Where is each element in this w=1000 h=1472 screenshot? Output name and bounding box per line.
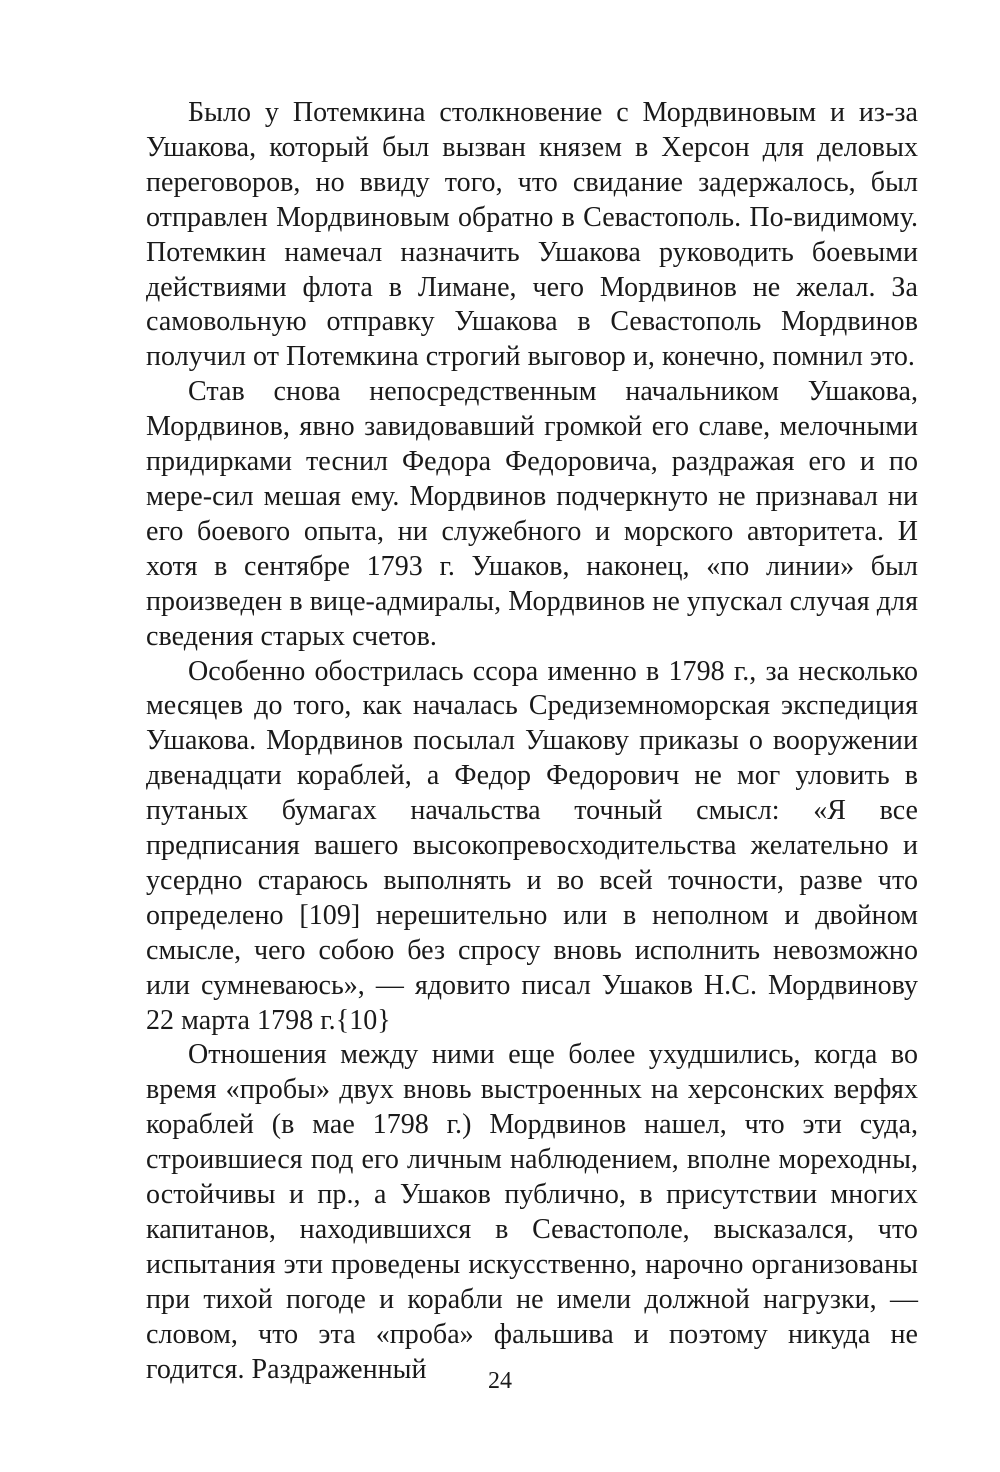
page-body [146,96,918,1388]
paragraph-4: Отношения между ними еще более ухудшились, когда во время «пробы» двух вновь выстроенных на херсонских верфях кораблей (в мае 1798 г.) Мордвинов нашел, что эти суда, строившиеся под его личным наблюдением, вполне мореходны, остойчивы и пр., а Ушаков публично, в присутствии многих капитанов, находившихся в Севастополе, высказался, что испытания эти проведены искусственно, нарочно организованы при тихой погоде и корабли не имели должной нагрузки, — словом, что эта «проба» фальшива и поэтому никуда не годится. Раздраженный [146,1039,918,1385]
paragraph-2: Став снова непосредственным начальником Ушакова, Мордвинов, явно завидовавший громкой его славе, мелочными придирками теснил Федора Федоровича, раздражая его и по мере-сил мешая ему. Мордвинов подчеркнуто не признавал ни его боевого опыта, ни служебного и морского авторитета. И хотя в сентябре 1793 г. Ушаков, наконец, «по линии» был произведен в вице-адмиралы, Мордвинов не упускал случая для сведения старых счетов. [146,376,918,652]
paragraph-3: Особенно обострилась ссора именно в 1798 г., за несколько месяцев до того, как началась Средиземноморская экспедиция Ушакова. Мордвинов посылал Ушакову приказы о вооружении двенадцати кораблей, а Федор Федорович не мог уловить в путаных бумагах начальства точный смысл: «Я все предписания вашего высокопревосходительства желательно и усердно стараюсь выполнять и во всей точности, разве что определено [109] нерешительно или в неполном и двойном смысле, чего собою без спросу вновь исполнить невозможно или сумневаюсь», — ядовито писал Ушаков Н.С. Мордвинову 22 марта 1798 г.{10} [146,655,918,1036]
paragraph-1: Было у Потемкина столкновение с Мордвиновым и из-за Ушакова, который был вызван князем в Херсон для деловых переговоров, но ввиду того, что свидание задержалось, был отправлен Мордвиновым обратно в Севастополь. По-видимому. Потемкин намечал назначить Ушакова руководить боевыми действиями флота в Лимане, чего Мордвинов не желал. За самовольную отправку Ушакова в Севастополь Мордвинов получил от Потемкина строгий выговор и, конечно, помнил это. [146,97,918,373]
page-number: 24 [488,1368,512,1394]
